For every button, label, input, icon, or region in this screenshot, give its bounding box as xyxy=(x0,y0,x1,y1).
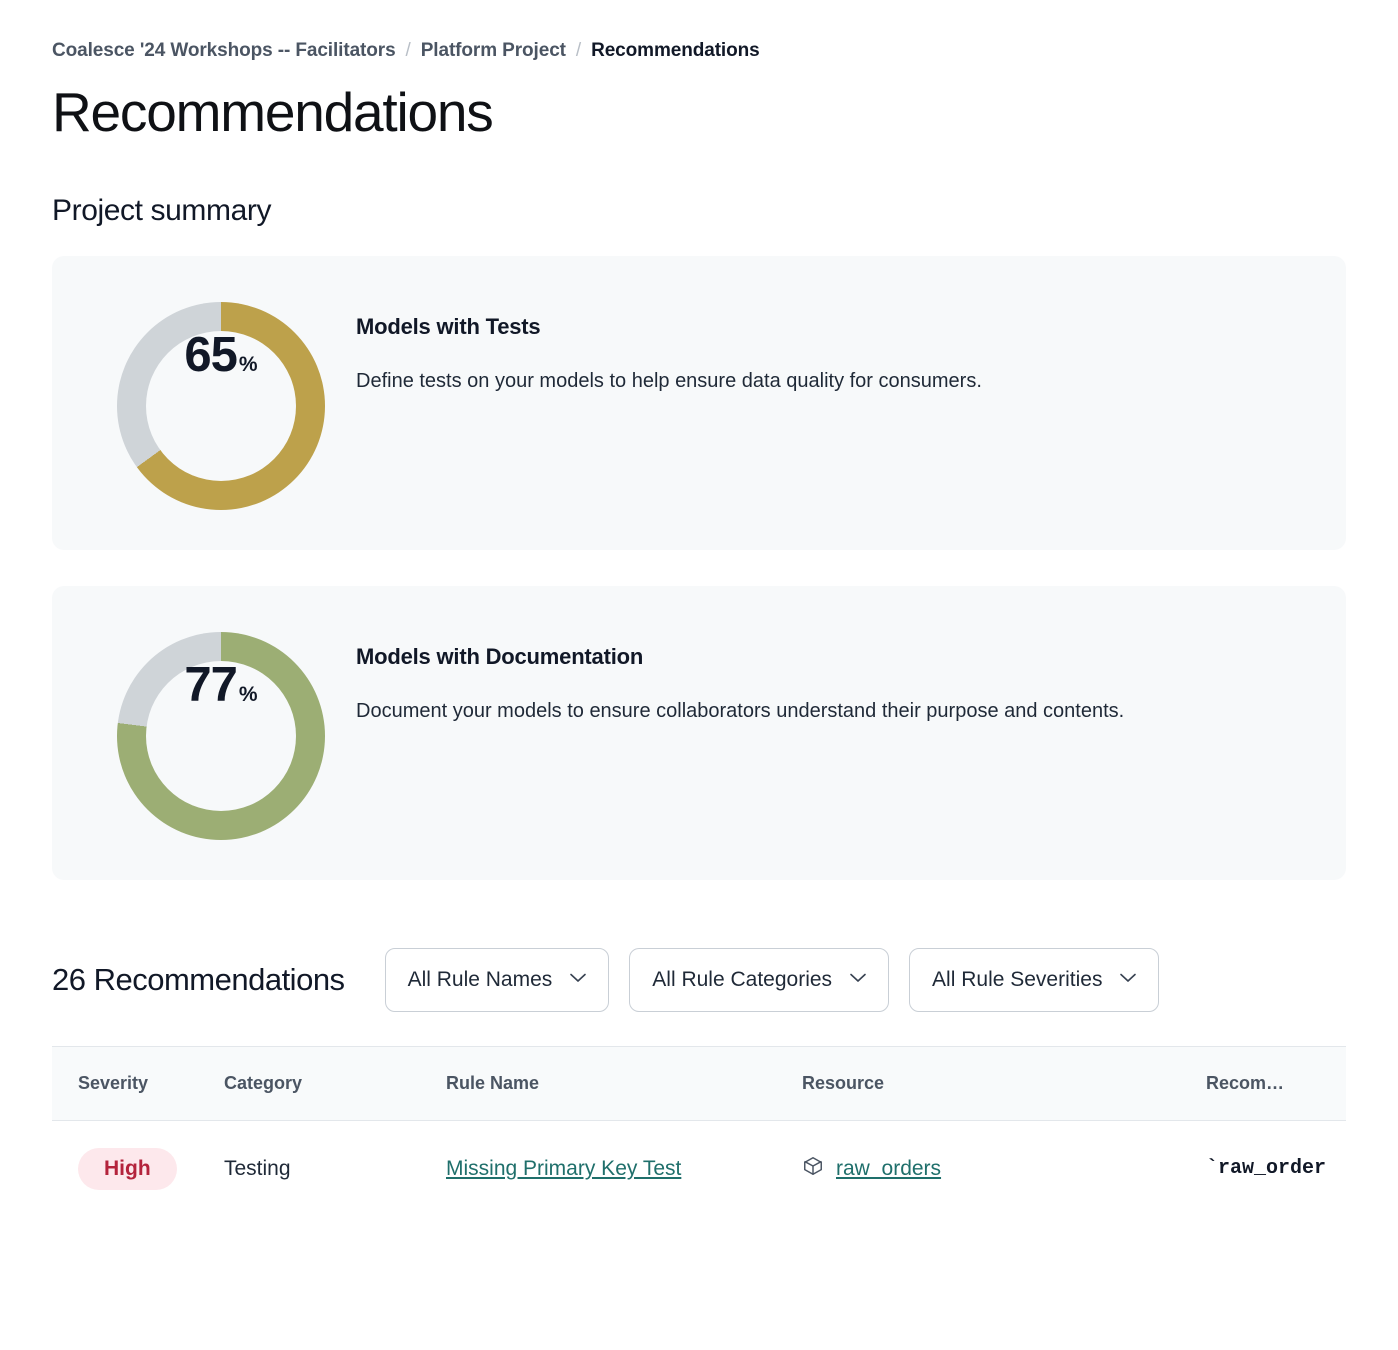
column-header-resource[interactable]: Resource xyxy=(802,1072,885,1093)
cell-recommendation: `raw_order xyxy=(1206,1157,1327,1181)
summary-card-body xyxy=(346,296,982,396)
donut-percent-symbol: % xyxy=(238,682,258,706)
summary-card-heading: Models with Tests xyxy=(356,313,541,339)
page-title: Recommendations xyxy=(52,81,493,143)
recommendations-toolbar xyxy=(52,948,1346,1012)
recommendations-table xyxy=(52,1046,1346,1217)
breadcrumb-item-recommendations: Recommendations xyxy=(591,40,760,61)
filter-rule-severities[interactable] xyxy=(909,948,1159,1012)
donut-percent-symbol: % xyxy=(238,352,258,376)
cell-resource xyxy=(802,1155,1206,1183)
rule-name-link[interactable]: Missing Primary Key Test xyxy=(446,1156,682,1180)
filter-rule-categories[interactable] xyxy=(629,948,889,1012)
cell-rule-name xyxy=(446,1157,802,1181)
filter-rule-names-label: All Rule Names xyxy=(407,967,553,991)
column-header-category[interactable]: Category xyxy=(224,1072,303,1093)
filter-rule-severities-label: All Rule Severities xyxy=(932,967,1103,991)
table-header-row xyxy=(52,1047,1346,1121)
summary-card-description: Define tests on your models to help ensure data quality for consumers. xyxy=(356,369,982,392)
column-header-severity[interactable]: Severity xyxy=(78,1072,149,1093)
donut-chart-models-with-tests xyxy=(96,296,346,510)
resource-link[interactable]: raw_orders xyxy=(836,1156,942,1180)
breadcrumb-separator: / xyxy=(405,40,411,61)
summary-card-body xyxy=(346,626,1124,726)
breadcrumb-item-project-group[interactable]: Coalesce '24 Workshops -- Facilitators xyxy=(52,40,396,61)
project-summary-heading: Project summary xyxy=(52,193,272,227)
column-header-recommendation[interactable]: Recom… xyxy=(1206,1072,1285,1093)
summary-card-description: Document your models to ensure collaborators understand their purpose and contents. xyxy=(356,699,1125,722)
chevron-down-icon xyxy=(570,971,586,986)
table-row[interactable] xyxy=(52,1121,1346,1217)
donut-value: 65 xyxy=(184,327,237,382)
status-badge: High xyxy=(78,1148,177,1190)
breadcrumb-item-platform-project[interactable]: Platform Project xyxy=(420,40,566,61)
filter-rule-names[interactable] xyxy=(385,948,610,1012)
donut-center-label xyxy=(146,657,296,811)
donut-center-label xyxy=(146,327,296,481)
chevron-down-icon xyxy=(1120,971,1136,986)
breadcrumb xyxy=(52,40,1346,62)
cube-icon xyxy=(802,1155,824,1183)
donut-chart-models-with-documentation xyxy=(96,626,346,840)
filter-rule-categories-label: All Rule Categories xyxy=(652,967,833,991)
cell-severity xyxy=(52,1148,224,1190)
summary-card-heading: Models with Documentation xyxy=(356,643,644,669)
recommendations-count: 26 Recommendations xyxy=(52,961,345,997)
breadcrumb-separator: / xyxy=(575,40,582,61)
summary-card-models-with-documentation xyxy=(52,586,1346,880)
donut-value: 77 xyxy=(184,657,237,712)
chevron-down-icon xyxy=(850,971,866,986)
summary-card-models-with-tests xyxy=(52,256,1346,550)
column-header-rule-name[interactable]: Rule Name xyxy=(446,1072,540,1093)
cell-category: Testing xyxy=(224,1156,291,1180)
